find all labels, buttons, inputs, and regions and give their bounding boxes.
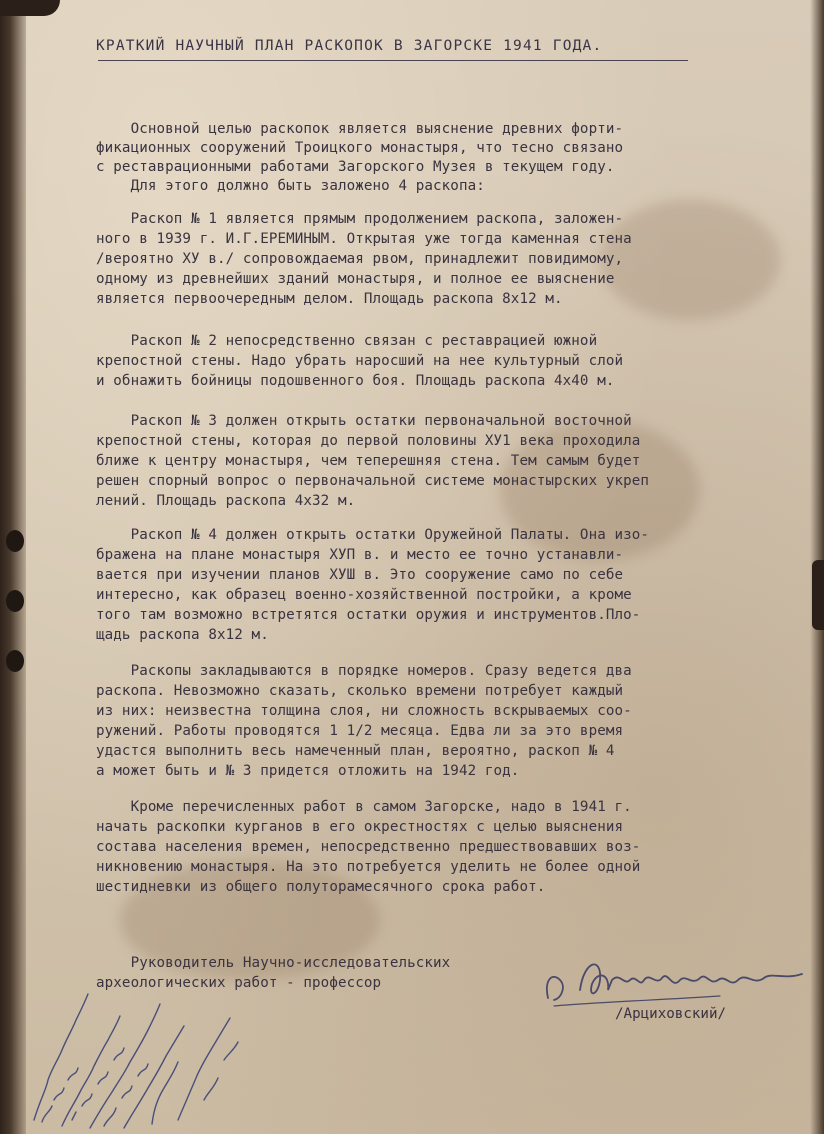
text-line: бражена на плане монастыря ХУП в. и место ее точно устанавли-: [96, 547, 624, 563]
handwritten-signature: [540, 950, 820, 1020]
text-line: решен спорный вопрос о первоначальной системе монастырских укреп: [96, 473, 650, 489]
text-line: крепостной стены. Надо убрать наросший на нее культурный слой: [96, 353, 624, 369]
text-line: раскопа. Невозможно сказать, сколько времени потребует каждый: [96, 683, 624, 699]
text-line: а может быть и № 3 придется отложить на 1942 год.: [96, 763, 520, 779]
page-edge-left: [0, 0, 26, 1134]
text-line: из них: неизвестна толщина слоя, ни сложность вскрываемых соо-: [96, 703, 632, 719]
text-line: удастся выполнить весь намеченный план, вероятно, раскоп № 4: [96, 743, 615, 759]
text-line: начать раскопки курганов в его окрестностях с целью выяснения: [96, 819, 624, 835]
text-line: Основной целью раскопок является выяснение древних форти-: [96, 121, 624, 137]
text-line: того там возможно встретятся остатки оружия и инструментов.Пло-: [96, 607, 641, 623]
text-line: Для этого должно быть заложено 4 раскопа:: [96, 178, 485, 194]
signatory-title: Руководитель Научно-исследовательских: [96, 955, 451, 971]
text-line: является первоочередным делом. Площадь раскопа 8х12 м.: [96, 291, 563, 307]
punch-hole: [6, 590, 24, 612]
text-line: ружений. Работы проводятся 1 1/2 месяца. Едва ли за это время: [96, 723, 624, 739]
paper-stain: [600, 200, 780, 320]
text-line: Кроме перечисленных работ в самом Загорске, надо в 1941 г.: [96, 799, 632, 815]
text-line: Раскоп № 4 должен открыть остатки Оружейной Палаты. Она изо-: [96, 527, 650, 543]
text-line: с реставрационными работами Загорского Музея в текущем году.: [96, 159, 615, 175]
text-line: Раскоп № 2 непосредственно связан с реставрацией южной: [96, 333, 598, 349]
text-line: одному из древнейших зданий монастыря, и полное ее выяснение: [96, 271, 615, 287]
text-line: Раскопы закладываются в порядке номеров. Сразу ведется два: [96, 663, 632, 679]
text-line: никновению монастыря. На это потребуется уделить не более одной: [96, 859, 641, 875]
text-line: интересно, как образец военно-хозяйственной постройки, а кроме: [96, 587, 632, 603]
text-line: шестидневки из общего полуторамесячного срока работ.: [96, 879, 546, 895]
text-line: вается при изучении планов ХУШ в. Это сооружение само по себе: [96, 567, 624, 583]
text-line: крепостной стены, которая до первой половины ХУ1 века проходила: [96, 433, 641, 449]
torn-corner: [0, 0, 60, 16]
text-line: лений. Площадь раскопа 4х32 м.: [96, 493, 356, 509]
text-line: фикационных сооружений Троицкого монастыря, что тесно связано: [96, 140, 624, 156]
text-line: ближе к центру монастыря, чем теперешняя стена. Тем самым будет: [96, 453, 641, 469]
signatory-name: /Арциховский/: [615, 1006, 727, 1022]
document-title: КРАТКИЙ НАУЧНЫЙ ПЛАН РАСКОПОК В ЗАГОРСКЕ 1941 ГОДА.: [96, 38, 603, 54]
text-line: состава населения времен, непосредственно предшествовавших воз-: [96, 839, 641, 855]
text-line: щадь раскопа 8х12 м.: [96, 627, 269, 643]
title-underline: [98, 60, 688, 61]
text-line: Раскоп № 1 является прямым продолжением раскопа, заложен-: [96, 211, 624, 227]
text-line: Раскоп № 3 должен открыть остатки первоначальной восточной: [96, 413, 632, 429]
punch-hole: [6, 650, 24, 672]
punch-hole: [6, 530, 24, 552]
text-line: ного в 1939 г. И.Г.ЕРЕМИНЫМ. Открытая уже тогда каменная стена: [96, 231, 632, 247]
text-line: и обнажить бойницы подошвенного боя. Площадь раскопа 4х40 м.: [96, 373, 615, 389]
handwritten-resolution: [28, 980, 258, 1130]
signatory-title: археологических работ - профессор: [96, 975, 382, 991]
torn-edge: [812, 560, 824, 630]
text-line: /вероятно ХУ в./ сопровождаемая рвом, принадлежит повидимому,: [96, 251, 624, 267]
